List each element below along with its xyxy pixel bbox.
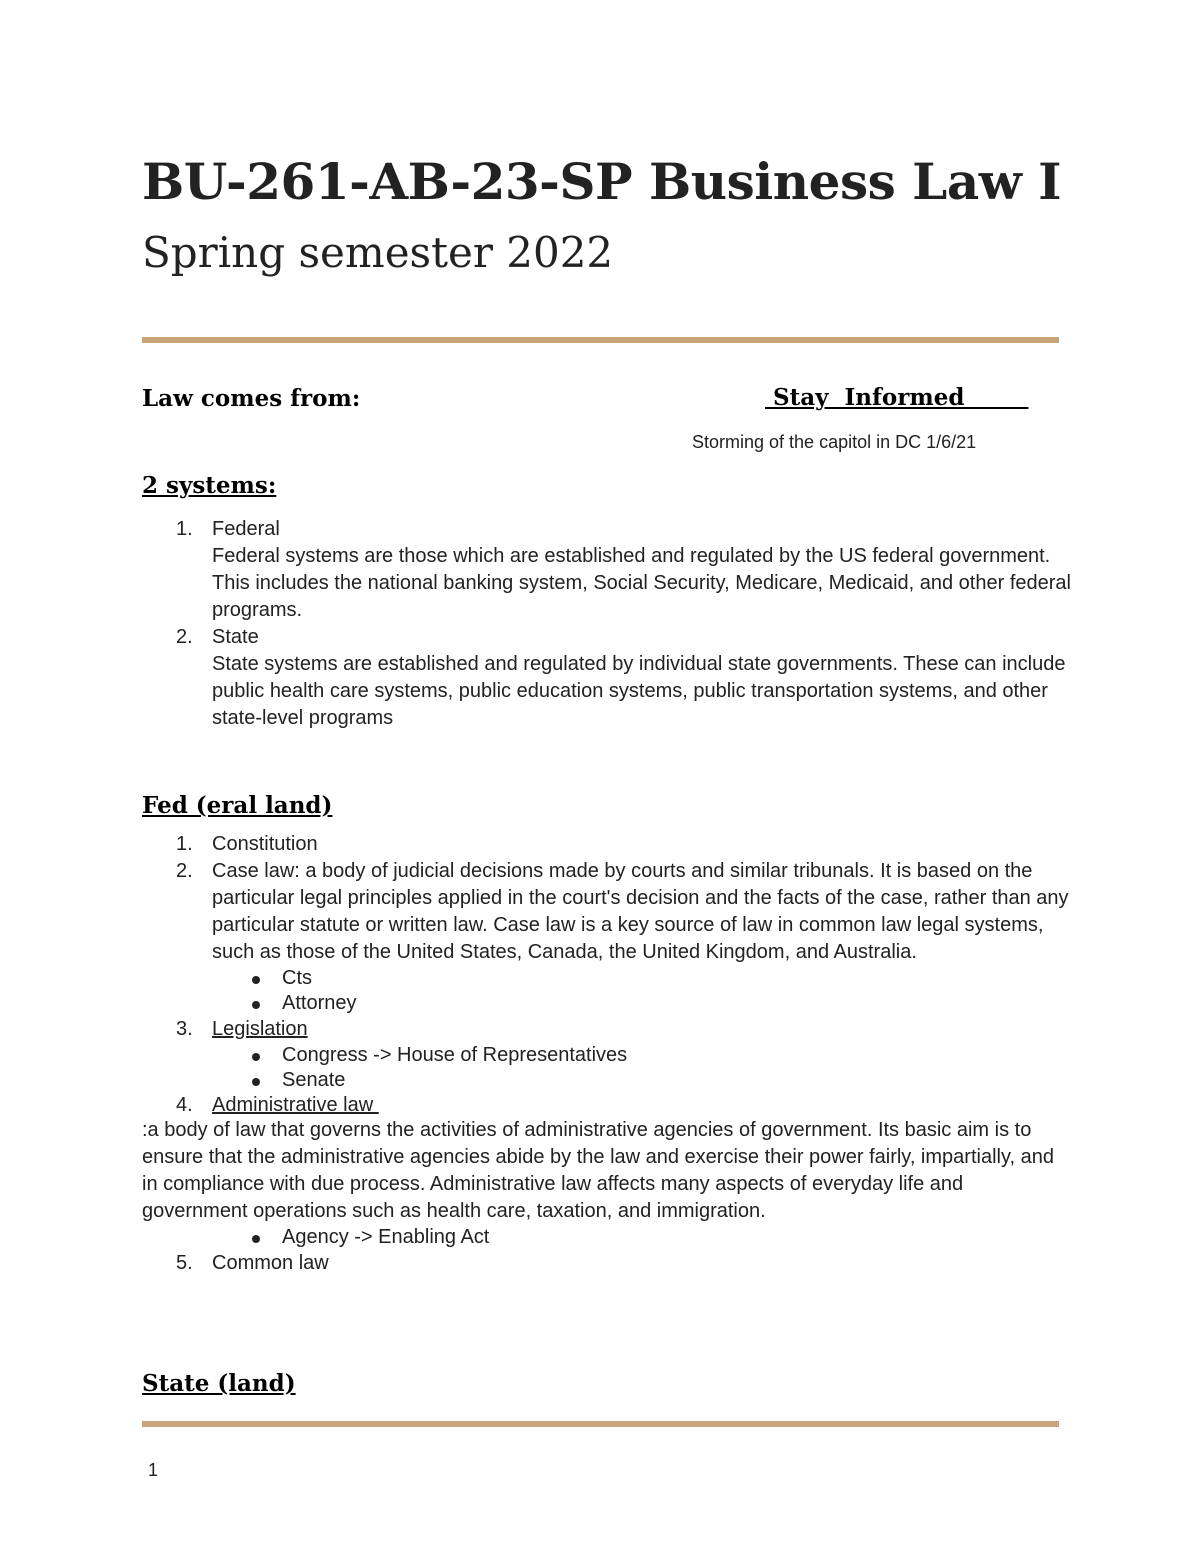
list-number: 1. (176, 518, 193, 540)
list-number: 2. (176, 860, 193, 882)
law-comes-from-heading: Law comes from: (142, 385, 361, 412)
bullet-text: Senate (282, 1069, 346, 1091)
bullet-item (142, 991, 1072, 1016)
systems-heading: 2 systems: (142, 472, 277, 499)
list-item-label: Federal (212, 518, 280, 540)
list-item-label: Administrative law (212, 1094, 379, 1116)
list-item (142, 858, 1072, 966)
list-item (142, 831, 1072, 858)
bullet-item (142, 1225, 1072, 1250)
list-number: 1. (176, 833, 193, 855)
stay-informed-heading: Stay Informed (765, 384, 1029, 411)
fed-heading: Fed (eral land) (142, 792, 333, 819)
administrative-law-paragraph: :a body of law that governs the activities of administrative agencies of government. Its basic aim is to ensure that the administrative agencies abide by the law and exercise their power fairly, impartially, and in compliance with due process. Administrative law affects many aspects of everyday life and government operations such as health care, taxation, and immigration. (142, 1119, 1054, 1222)
list-number: 5. (176, 1252, 193, 1274)
bullet-text: Agency -> Enabling Act (282, 1226, 490, 1248)
list-item-label: Case law: a body of judicial decisions made by courts and similar tribunals. It is based on the particular legal principles applied in the court's decision and the facts of the case, rather than any particular statute or written law. Case law is a key source of law in common law legal systems, such as those of the United States, Canada, the United Kingdom, and Australia. (212, 860, 1069, 963)
list-number: 2. (176, 626, 193, 648)
top-divider (142, 337, 1059, 343)
bullet-dot-icon (252, 976, 260, 984)
systems-list (142, 516, 1072, 732)
document-title: BU-261-AB-23-SP Business Law I (142, 152, 1062, 211)
list-item-label: Common law (212, 1252, 329, 1274)
list-item (142, 624, 1072, 732)
bottom-divider (142, 1421, 1059, 1427)
bullet-dot-icon (252, 1053, 260, 1061)
fed-list (142, 831, 1072, 1277)
list-item-label: State (212, 626, 259, 648)
document-subtitle: Spring semester 2022 (142, 228, 614, 277)
list-item (142, 516, 1072, 624)
bullet-text: Cts (282, 967, 312, 989)
list-item-description: State systems are established and regulated by individual state governments. These can include public health care systems, public education systems, public transportation systems, and other state-level programs (212, 653, 1066, 729)
list-item (142, 1250, 1072, 1277)
bullet-item (142, 1043, 1072, 1068)
bullet-text: Congress -> House of Representatives (282, 1044, 628, 1066)
list-number: 3. (176, 1018, 193, 1040)
page-number: 1 (148, 1460, 159, 1480)
list-item (142, 1093, 1072, 1117)
bullet-dot-icon (252, 1001, 260, 1009)
bullet-text: Attorney (282, 992, 357, 1014)
bullet-item (142, 1068, 1072, 1093)
list-number: 4. (176, 1094, 193, 1116)
state-heading: State (land) (142, 1370, 296, 1397)
bullet-dot-icon (252, 1235, 260, 1243)
list-item (142, 1016, 1072, 1043)
storming-note: Storming of the capitol in DC 1/6/21 (692, 432, 977, 452)
list-item-description: Federal systems are those which are established and regulated by the US federal government. This includes the national banking system, Social Security, Medicare, Medicaid, and other federal programs. (212, 545, 1071, 621)
list-item-label: Constitution (212, 833, 318, 855)
list-item-label: Legislation (212, 1018, 308, 1040)
bullet-item (142, 966, 1072, 991)
bullet-dot-icon (252, 1078, 260, 1086)
